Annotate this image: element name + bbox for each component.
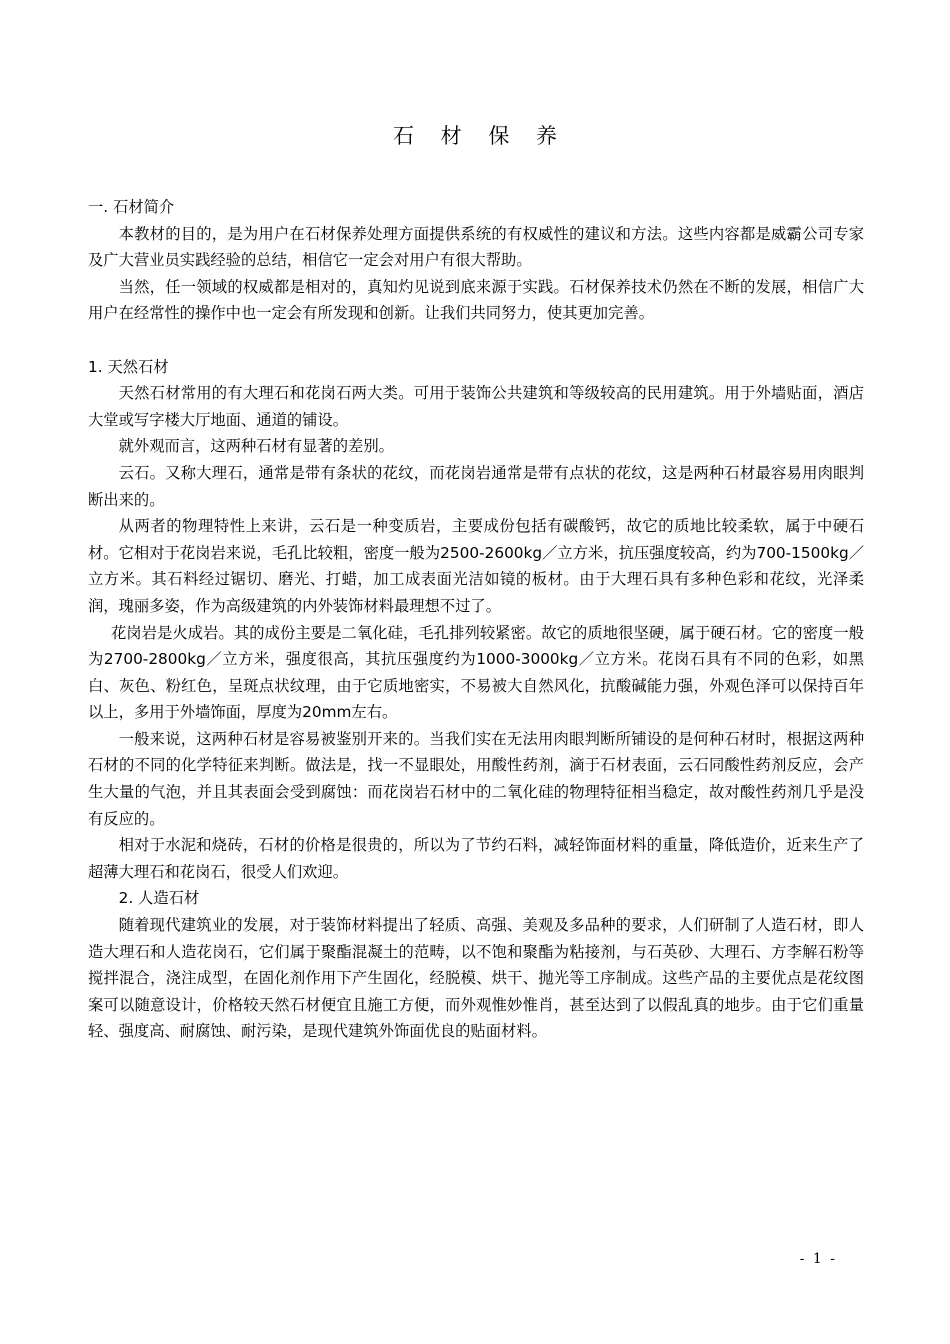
section-heading-intro: 一. 石材简介 — [88, 198, 175, 216]
document-title: 石 材 保 养 — [392, 124, 568, 148]
spacer — [88, 327, 864, 354]
paragraph: 花岗岩是火成岩。其的成份主要是二氧化硅，毛孔排列较紧密。故它的质地很坚硬，属于硬石材。它的密度一般为2700-2800kg／立方米，强度很高，其抗压强度约为1000-3000kg／立方米。花岗石具有不同的色彩，如黑白、灰色、粉红色，呈斑点状纹理，由于它质地密实，不易被大自然风化，抗酸碱能力强，外观色泽可以保持百年以上，多用于外墙饰面，厚度为20mm左右。 — [88, 623, 864, 722]
paragraph: 天然石材常用的有大理石和花岗石两大类。可用于装饰公共建筑和等级较高的民用建筑。用于外墙贴面，酒店大堂或写字楼大厅地面、通道的铺设。 — [88, 384, 864, 429]
paragraph: 当然，任一领域的权威都是相对的，真知灼见说到底来源于实践。石材保养技术仍然在不断的发展，相信广大用户在经常性的操作中也一定会有所发现和创新。让我们共同努力，使其更加完善。 — [88, 277, 864, 323]
paragraph: 本教材的目的，是为用户在石材保养处理方面提供系统的有权威性的建议和方法。这些内容都是威霸公司专家及广大营业员实践经验的总结，相信它一定会对用户有很大帮助。 — [88, 224, 864, 270]
paragraph: 一般来说，这两种石材是容易被鉴别开来的。当我们实在无法用肉眼判断所铺设的是何种石材时，根据这两种石材的不同的化学特征来判断。做法是，找一不显眼处，用酸性药剂，滴于石材表面，云石同酸性药剂反应，会产生大量的气泡，并且其表面会受到腐蚀：而花岗岩石材中的二氧化硅的物理特征相当稳定，故对酸性药剂几乎是没有反应的。 — [88, 729, 864, 828]
page-number: - 1 - — [799, 1251, 837, 1267]
paragraph: 随着现代建筑业的发展，对于装饰材料提出了轻质、高强、美观及多品种的要求，人们研制了人造石材，即人造大理石和人造花岗石，它们属于聚酯混凝土的范畴，以不饱和聚酯为粘接剂，与石英砂、大理石、方李解石粉等搅拌混合，浇注成型，在固化剂作用下产生固化，经脱模、烘干、抛光等工序制成。这些产品的主要优点是花纹图案可以随意设计，价格较天然石材便宜且施工方便，而外观惟妙惟肖，甚至达到了以假乱真的地步。由于它们重量轻、强度高、耐腐蚀、耐污染，是现代建筑外饰面优良的贴面材料。 — [88, 916, 864, 1041]
document-body — [88, 194, 864, 1045]
paragraph: 云石。又称大理石，通常是带有条状的花纹，而花岗岩通常是带有点状的花纹，这是两种石材最容易用肉眼判断出来的。 — [88, 463, 864, 509]
paragraph: 相对于水泥和烧砖，石材的价格是很贵的，所以为了节约石料，减轻饰面材料的重量，降低造价，近来生产了超薄大理石和花岗石，很受人们欢迎。 — [88, 836, 864, 881]
section-heading-artificial-stone: 2. 人造石材 — [118, 889, 200, 908]
section-heading-natural-stone: 1. 天然石材 — [88, 357, 169, 376]
paragraph: 就外观而言，这两种石材有显著的差别。 — [118, 437, 394, 456]
paragraph: 从两者的物理特性上来讲，云石是一种变质岩，主要成份包括有碳酸钙，故它的质地比较柔软，属于中硬石材。它相对于花岗岩来说，毛孔比较粗，密度一般为2500-2600kg／立方米，抗压强度较高，约为700-1500kg／立方米。其石料经过锯切、磨光、打蜡，加工成表面光洁如镜的板材。由于大理石具有多种色彩和花纹，光泽柔润，瑰丽多姿，作为高级建筑的内外装饰材料最理想不过了。 — [88, 517, 864, 615]
